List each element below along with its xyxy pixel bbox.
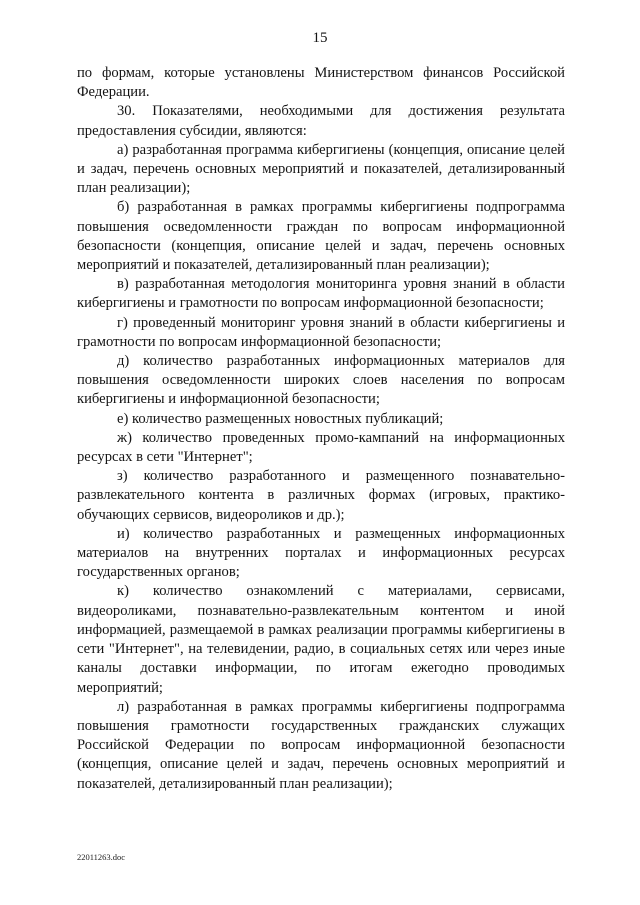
paragraph-item-a: а) разработанная программа кибергигиены (концепция, описание целей и задач, перечень основных мероприятий и показателей, детализированный план реализации); — [77, 141, 565, 197]
paragraph-item-v: в) разработанная методология мониторинга уровня знаний в области кибергигиены и грамотности по вопросам информационной безопасности; — [77, 276, 565, 312]
document-body — [77, 64, 565, 794]
paragraph-item-g: г) проведенный мониторинг уровня знаний в области кибергигиены и грамотности по вопросам информационной безопасности; — [77, 314, 565, 350]
paragraph-item-i: и) количество разработанных и размещенных информационных материалов на внутренних порталах и информационных ресурсах государственных органов; — [77, 525, 565, 581]
document-file-code: 22011263.doc — [77, 852, 126, 862]
paragraph-continuation: по формам, которые установлены Министерством финансов Российской Федерации. — [77, 65, 565, 101]
paragraph-item-b: б) разработанная в рамках программы кибергигиены подпрограмма повышения осведомленности граждан по вопросам информационной безопасности (концепция, описание целей и задач, перечень основных мероприятий и показателей, детализированный план реализации); — [77, 199, 565, 274]
paragraph-item-e: е) количество размещенных новостных публикаций; — [117, 410, 444, 427]
paragraph-item-30: 30. Показателями, необходимыми для достижения результата предоставления субсидии, являются: — [77, 103, 565, 139]
paragraph-item-d: д) количество разработанных информационных материалов для повышения осведомленности широких слоев населения по вопросам кибергигиены и информационной безопасности; — [77, 353, 565, 408]
paragraph-item-z: з) количество разработанного и размещенного познавательно-развлекательного контента в различных формах (игровых, практико-обучающих сервисов, видеороликов и др.); — [77, 468, 565, 523]
paragraph-item-l: л) разработанная в рамках программы кибергигиены подпрограмма повышения грамотности государственных гражданских служащих Российской Федерации по вопросам информационной безопасности (концепция, описание целей и задач, перечень основных мероприятий и показателей, детализированный план реализации); — [77, 698, 565, 792]
paragraph-item-zh: ж) количество проведенных промо-кампаний на информационных ресурсах в сети "Интернет"; — [77, 429, 565, 466]
paragraph-item-k: к) количество ознакомлений с материалами, сервисами, видеороликами, познавательно-развлекательным контентом и иной информацией, размещаемой в рамках реализации программы кибергигиены в сети "Интернет", на телевидении, радио, в социальных сетях или через иные каналы доставки информации, по итогам ежегодно проводимых мероприятий; — [77, 583, 565, 696]
page-number: 15 — [312, 30, 328, 46]
